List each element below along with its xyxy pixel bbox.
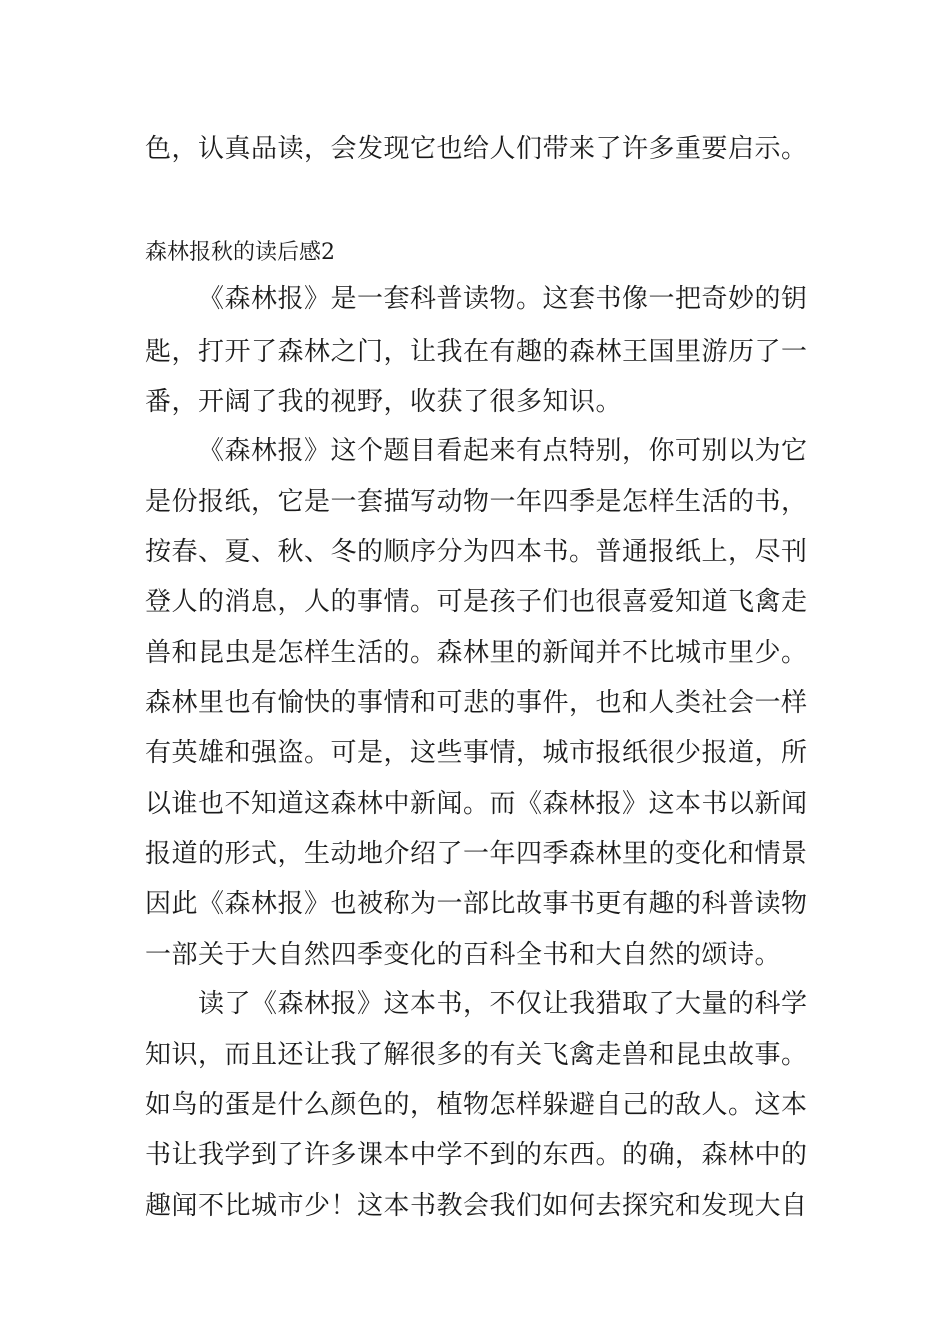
- paragraph-line: 书让我学到了许多课本中学不到的东西。的确，森林中的: [145, 1140, 808, 1170]
- paragraph-line: 匙，打开了森林之门，让我在有趣的森林王国里游历了一: [145, 337, 808, 367]
- section-title: 森林报秋的读后感2: [145, 240, 335, 265]
- paragraph-line: 有英雄和强盗。可是，这些事情，城市报纸很少报道，所: [145, 738, 808, 768]
- paragraph-line: 登人的消息，人的事情。可是孩子们也很喜爱知道飞禽走: [145, 587, 808, 617]
- paragraph-line: 森林里也有愉快的事情和可悲的事件，也和人类社会一样: [145, 688, 808, 718]
- paragraph-line: 以谁也不知道这森林中新闻。而《森林报》这本书以新闻: [145, 789, 808, 819]
- paragraph-line: 因此《森林报》也被称为一部比故事书更有趣的科普读物: [145, 889, 808, 919]
- paragraph-line: 按春、夏、秋、冬的顺序分为四本书。普通报纸上，尽刊: [145, 537, 808, 567]
- paragraph-line: 番，开阔了我的视野，收获了很多知识。: [145, 387, 623, 417]
- paragraph-line: 一部关于大自然四季变化的百科全书和大自然的颂诗。: [145, 940, 782, 970]
- top-fragment-line: 色，认真品读，会发现它也给人们带来了许多重要启示。: [145, 134, 808, 164]
- paragraph-line: 《森林报》这个题目看起来有点特别，你可别以为它: [198, 436, 808, 466]
- paragraph-line: 如鸟的蛋是什么颜色的，植物怎样躲避自己的敌人。这本: [145, 1090, 808, 1120]
- paragraph-line: 报道的形式，生动地介绍了一年四季森林里的变化和情景: [145, 839, 808, 869]
- paragraph-line: 趣闻不比城市少！这本书教会我们如何去探究和发现大自: [145, 1191, 808, 1221]
- paragraph-line: 是份报纸，它是一套描写动物一年四季是怎样生活的书，: [145, 487, 808, 517]
- paragraph-line: 读了《森林报》这本书，不仅让我猎取了大量的科学: [198, 989, 808, 1019]
- paragraph-line: 知识，而且还让我了解很多的有关飞禽走兽和昆虫故事。: [145, 1040, 808, 1070]
- paragraph-line: 兽和昆虫是怎样生活的。森林里的新闻并不比城市里少。: [145, 638, 808, 668]
- paragraph-line: 《森林报》是一套科普读物。这套书像一把奇妙的钥: [198, 284, 808, 314]
